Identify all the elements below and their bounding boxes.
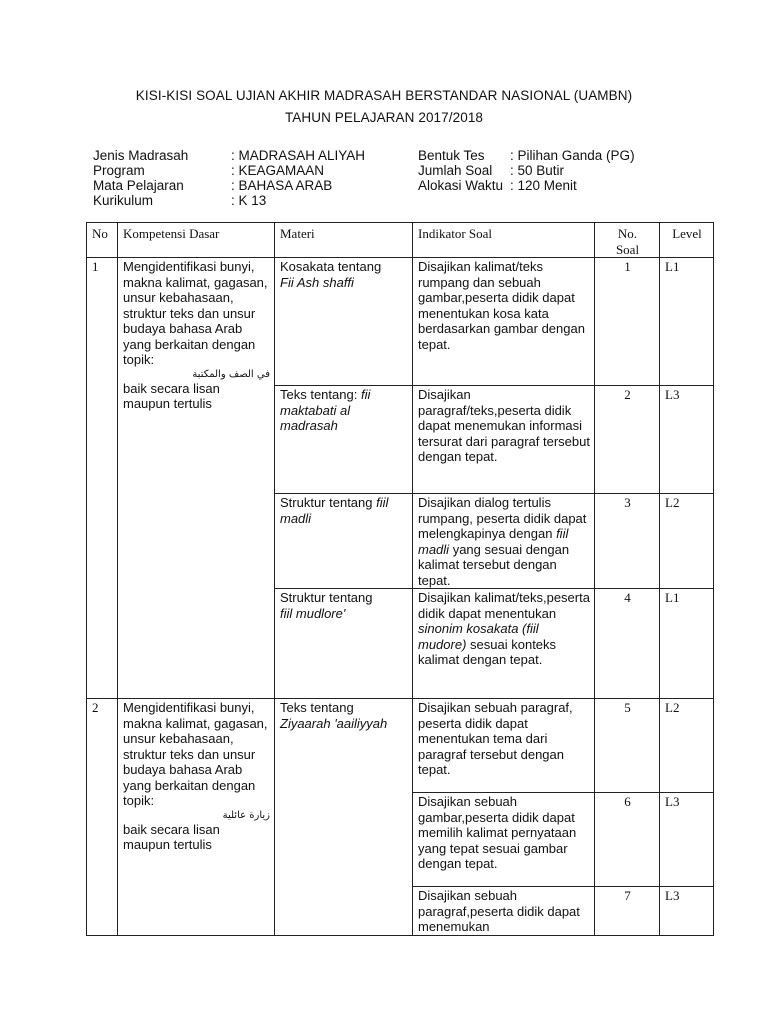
materi-text: Struktur tentang	[280, 495, 373, 510]
info-value: : 50 Butir	[510, 163, 565, 178]
indikator-text: Disajikan kalimat/teks,peserta didik dapat menentukan	[418, 590, 590, 621]
indikator-cell: Disajikan paragraf/teks,peserta didik dapat menemukan informasi tersurat dari paragraf tersebut dengan tepat.	[413, 386, 595, 494]
info-label: Program	[93, 163, 145, 178]
info-value: : K 13	[231, 193, 267, 208]
soal-number: 6	[595, 793, 660, 887]
header-materi: Materi	[275, 223, 413, 258]
info-label: Kurikulum	[93, 193, 154, 208]
materi-cell	[275, 258, 413, 386]
info-value: : Pilihan Ganda (PG)	[510, 148, 635, 163]
kd-arabic-topic: زيارة عائلية	[222, 809, 270, 821]
kd-arabic-topic: في الصف والمكتبة	[192, 368, 270, 380]
level-cell: L3	[660, 793, 714, 887]
materi-cell	[275, 386, 413, 494]
level-cell: L2	[660, 494, 714, 589]
kisi-kisi-table	[86, 222, 714, 936]
materi-text: Struktur tentang	[280, 590, 373, 605]
soal-number: 4	[595, 589, 660, 699]
indikator-cell: Disajikan sebuah paragraf,peserta didik dapat menemukan	[413, 887, 595, 936]
info-label: Bentuk Tes	[418, 148, 485, 163]
document-subtitle: TAHUN PELAJARAN 2017/2018	[284, 110, 484, 125]
materi-cell	[275, 699, 413, 936]
kompetensi-dasar-cell	[118, 699, 275, 936]
info-label: Jumlah Soal	[418, 163, 493, 178]
info-label: Jenis Madrasah	[93, 148, 189, 163]
materi-cell	[275, 589, 413, 699]
info-value: : BAHASA ARAB	[231, 178, 333, 193]
info-value: : KEAGAMAAN	[231, 163, 325, 178]
kd-tail: baik secara lisan maupun tertulis	[123, 821, 220, 852]
kd-tail: baik secara lisan maupun tertulis	[123, 380, 220, 411]
materi-topic: Ziyaarah 'aailiyyah	[280, 715, 388, 731]
info-label: Mata Pelajaran	[93, 178, 184, 193]
indikator-cell: Disajikan sebuah gambar,peserta didik dapat memilih kalimat pernyataan yang tepat sesuai gambar dengan tepat.	[413, 793, 595, 887]
materi-topic: fii maktabati al madrasah	[280, 387, 371, 433]
soal-number: 5	[595, 699, 660, 793]
indikator-emphasis: sinonim kosakata (fiil mudore)	[418, 621, 539, 652]
kompetensi-dasar-cell	[118, 258, 275, 699]
materi-cell	[275, 494, 413, 589]
materi-topic: Fii Ash shaffi	[280, 274, 354, 290]
indikator-cell	[413, 589, 595, 699]
materi-topic: fiil mudlore'	[280, 605, 346, 621]
header-kompetensi-dasar: Kompetensi Dasar	[118, 223, 275, 258]
header-level: Level	[660, 223, 714, 258]
info-value: : MADRASAH ALIYAH	[231, 148, 366, 163]
kd-text: Mengidentifikasi bunyi, makna kalimat, gagasan, unsur kebahasaan, struktur teks dan unsur budaya bahasa Arab yang berkaitan dengan topik:	[123, 259, 268, 367]
info-label: Alokasi Waktu	[418, 178, 504, 193]
level-cell: L3	[660, 887, 714, 936]
table-header-row	[87, 223, 714, 258]
indikator-cell: Disajikan sebuah paragraf, peserta didik dapat menentukan tema dari paragraf tersebut dengan tepat.	[413, 699, 595, 793]
soal-number: 1	[595, 258, 660, 386]
materi-text: Teks tentang	[280, 700, 354, 715]
header-no: No	[87, 223, 118, 258]
soal-number: 2	[595, 386, 660, 494]
header-no-soal	[595, 223, 660, 258]
level-cell: L2	[660, 699, 714, 793]
indikator-text: Disajikan dialog tertulis rumpang, peserta didik dapat melengkapinya dengan	[418, 495, 587, 541]
indikator-text: sesuai konteks kalimat dengan tepat.	[418, 636, 557, 667]
row-no: 2	[87, 699, 118, 936]
header-no-soal-line1: No.	[617, 226, 638, 241]
info-value: : 120 Menit	[510, 178, 577, 193]
indikator-cell	[413, 494, 595, 589]
document-title: KISI-KISI SOAL UJIAN AKHIR MADRASAH BERSTANDAR NASIONAL (UAMBN)	[135, 88, 633, 103]
soal-number: 7	[595, 887, 660, 936]
table-row	[87, 699, 714, 793]
indikator-text: yang sesuai dengan kalimat tersebut dengan tepat.	[418, 541, 570, 588]
table-row	[87, 258, 714, 386]
materi-topic: fiil madli	[280, 495, 389, 526]
level-cell: L3	[660, 386, 714, 494]
level-cell: L1	[660, 258, 714, 386]
materi-text: Teks tentang:	[280, 387, 358, 402]
row-no: 1	[87, 258, 118, 699]
level-cell: L1	[660, 589, 714, 699]
indikator-emphasis: fiil madli	[418, 526, 569, 557]
kd-text: Mengidentifikasi bunyi, makna kalimat, gagasan, unsur kebahasaan, struktur teks dan unsur budaya bahasa Arab yang berkaitan dengan topik:	[123, 700, 268, 808]
indikator-cell: Disajikan kalimat/teks rumpang dan sebuah gambar,peserta didik dapat menentukan kosa kata berdasarkan gambar dengan tepat.	[413, 258, 595, 386]
soal-number: 3	[595, 494, 660, 589]
header-no-soal-line2: Soal	[615, 241, 640, 257]
materi-text: Kosakata tentang	[280, 259, 382, 274]
header-indikator-soal: Indikator Soal	[413, 223, 595, 258]
